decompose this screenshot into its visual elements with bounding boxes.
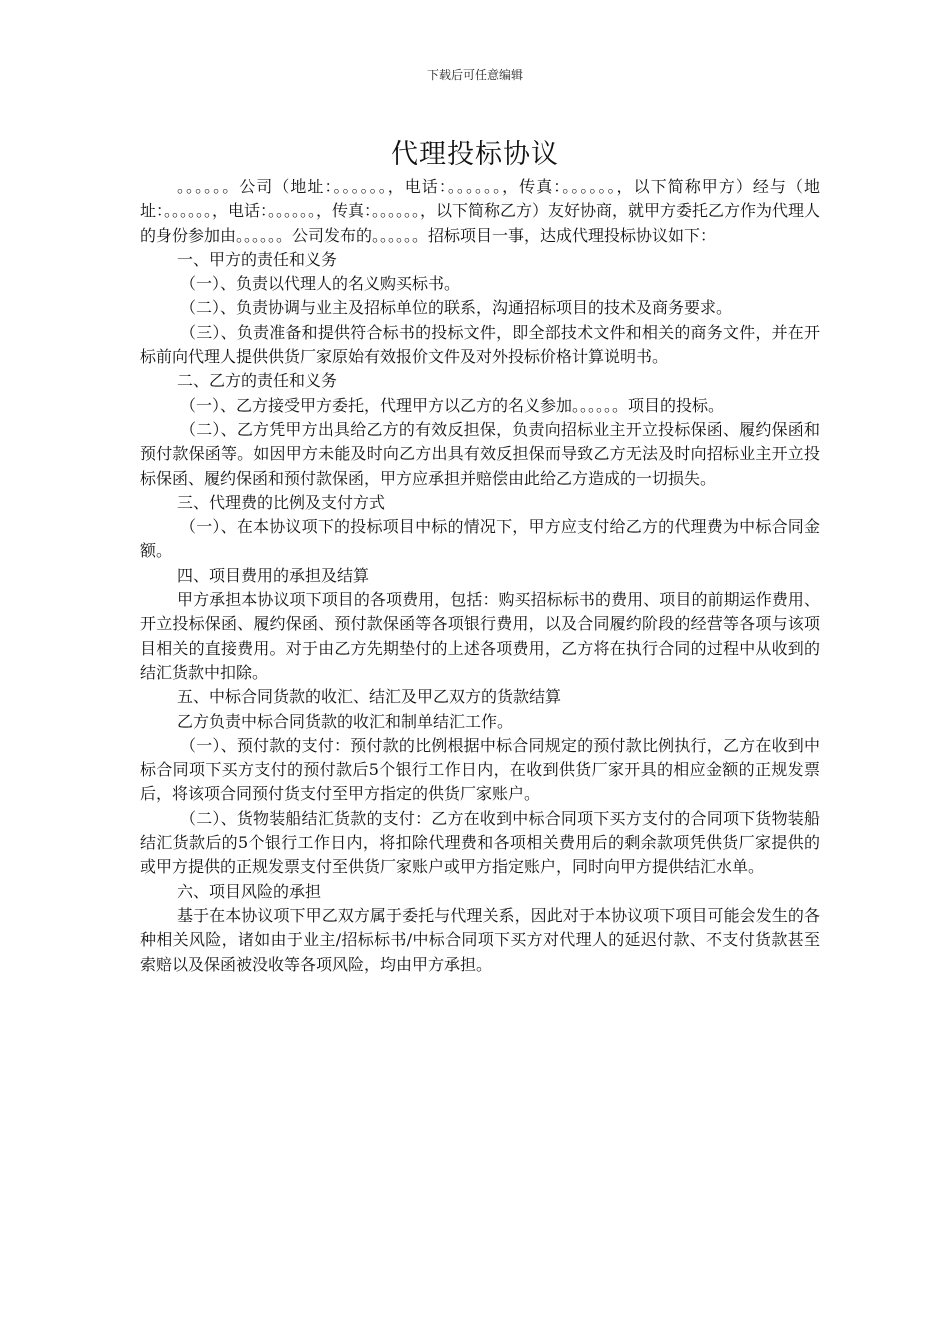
section-heading-4: 四、项目费用的承担及结算 — [177, 565, 370, 585]
section-heading-3: 三、代理费的比例及支付方式 — [177, 492, 386, 512]
section-heading-6: 六、项目风险的承担 — [177, 881, 322, 901]
header-note: 下载后可任意编辑 — [426, 68, 523, 82]
section-heading-5: 五、中标合同货款的收汇、结汇及甲乙双方的货款结算 — [177, 687, 562, 707]
clause-1-3: （三）、负责准备和提供符合标书的投标文件，即全部技术文件和相关的商务文件，并在开标前向代理人提供供货厂家原始有效报价文件及对外投标价格计算说明书。 — [140, 322, 820, 367]
clause-5-1: （一）、预付款的支付：预付款的比例根据中标合同规定的预付款比例执行，乙方在收到中标合同项下买方支付的预付款后5个银行工作日内，在收到供货厂家开具的相应金额的正规发票后，将该项合同预付货支付至甲方指定的供货厂家账户。 — [140, 735, 820, 804]
clause-6-body: 基于在本协议项下甲乙双方属于委托与代理关系，因此对于本协议项下项目可能会发生的各种相关风险，诸如由于业主/招标标书/中标合同项下买方对代理人的延迟付款、不支付货款甚至索赔以及保函被没收等各项风险，均由甲方承担。 — [140, 905, 820, 974]
document-title: 代理投标协议 — [391, 139, 559, 170]
section-heading-2: 二、乙方的责任和义务 — [177, 371, 338, 391]
clause-4-body: 甲方承担本协议项下项目的各项费用，包括：购买招标标书的费用、项目的前期运作费用、开立投标保函、履约保函、预付款保函等各项银行费用，以及合同履约阶段的经营等各项与该项目相关的直接费用。对于由乙方先期垫付的上述各项费用，乙方将在执行合同的过程中从收到的结汇货款中扣除。 — [140, 590, 820, 682]
clause-2-1: （一）、乙方接受甲方委托，代理甲方以乙方的名义参加。。。。。。项目的投标。 — [180, 395, 725, 415]
clause-5-2: （二）、货物装船结汇货款的支付：乙方在收到中标合同项下买方支付的合同项下货物装船结汇货款后的5个银行工作日内，将扣除代理费和各项相关费用后的剩余款项凭供货厂家提供的或甲方提供的正规发票支付至供货厂家账户或甲方指定账户，同时向甲方提供结汇水单。 — [140, 808, 820, 877]
section-heading-1: 一、甲方的责任和义务 — [177, 249, 338, 269]
clause-1-2: （二）、负责协调与业主及招标单位的联系，沟通招标项目的技术及商务要求。 — [180, 298, 733, 318]
clause-3-1: （一）、在本协议项下的投标项目中标的情况下，甲方应支付给乙方的代理费为中标合同金额。 — [140, 517, 820, 561]
intro-paragraph: 。。。。。。公司（地址：。。。。。。，电话：。。。。。。，传真：。。。。。。，以下简称甲方）经与（地址：。。。。。。，电话：。。。。。。，传真：。。。。。。，以下简称乙方）友好协商，就甲方委托乙方作为代理人的身份参加由。。。。。。公司发布的。。。。。。招标项目一事，达成代理投标协议如下： — [140, 177, 821, 245]
clause-2-2: （二）、乙方凭甲方出具给乙方的有效反担保，负责向招标业主开立投标保函、履约保函和预付款保函等。如因甲方未能及时向乙方出具有效反担保而导致乙方无法及时向招标业主开立投标保函、履约保函和预付款保函，甲方应承担并赔偿由此给乙方造成的一切损失。 — [140, 419, 820, 488]
clause-5-intro: 乙方负责中标合同货款的收汇和制单结汇工作。 — [177, 711, 514, 731]
clause-1-1: （一）、负责以代理人的名义购买标书。 — [180, 274, 461, 294]
document-body — [140, 175, 820, 977]
